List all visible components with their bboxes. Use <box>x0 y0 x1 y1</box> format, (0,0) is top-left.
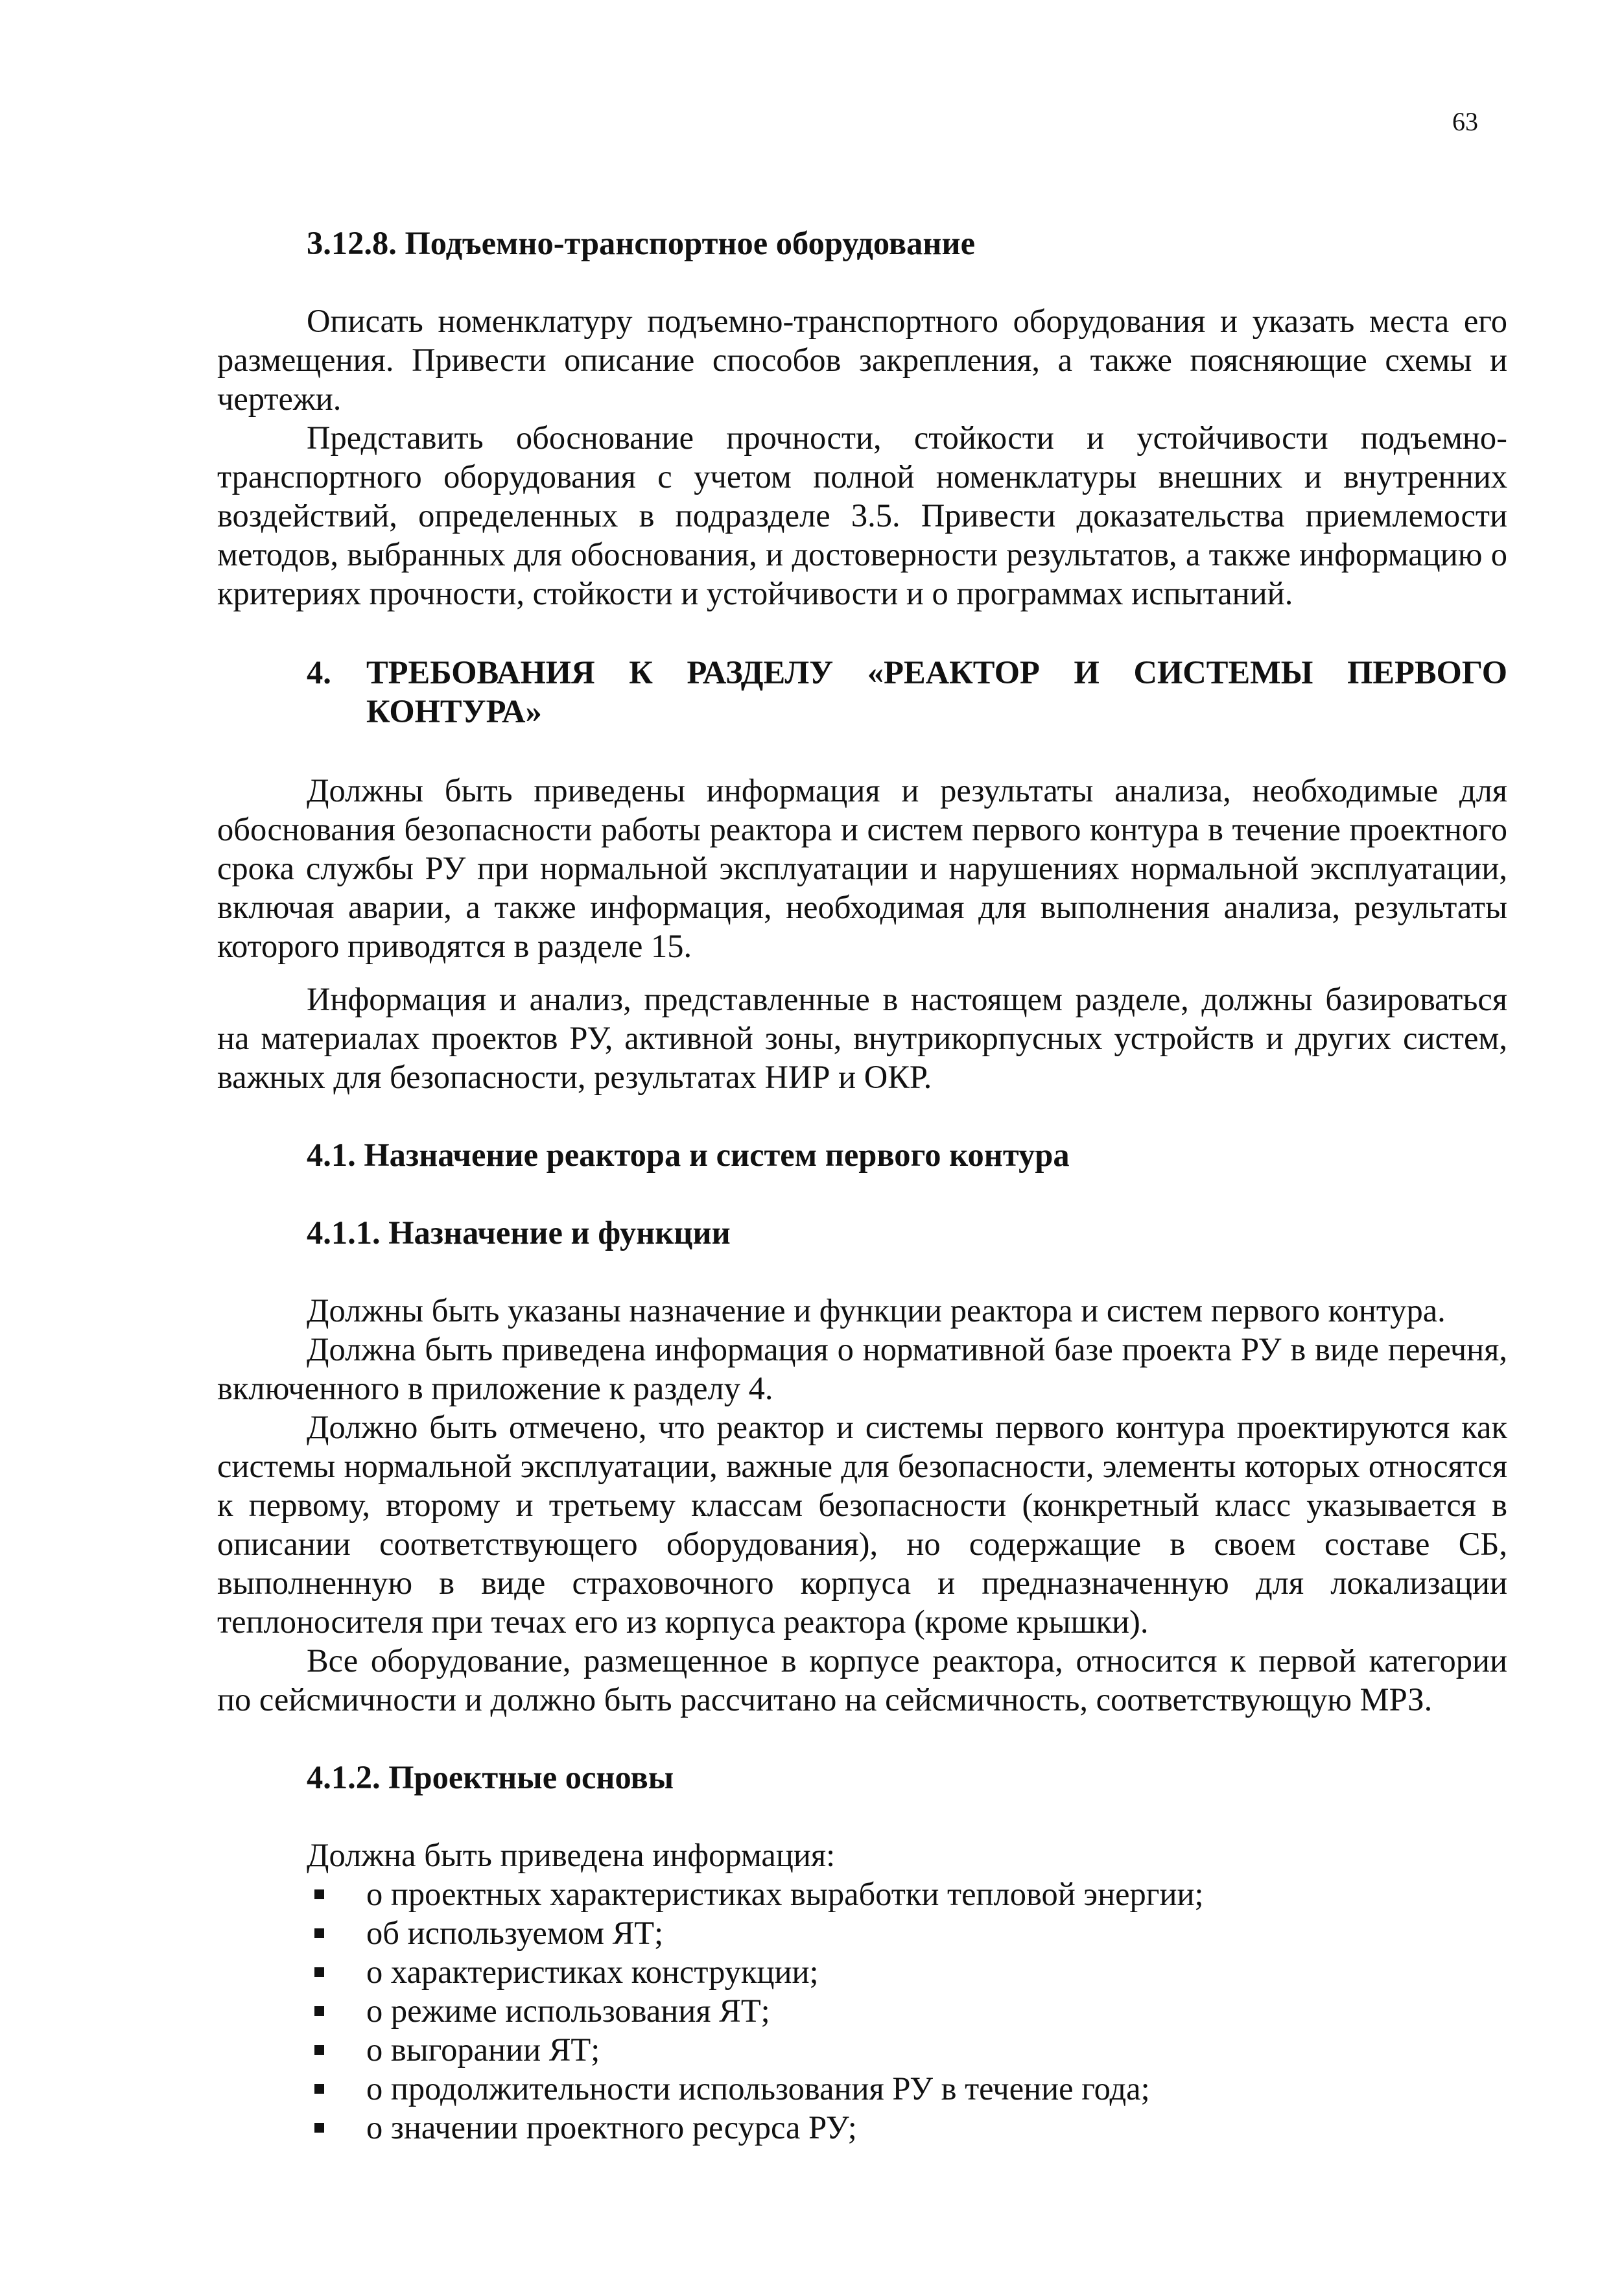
square-bullet-icon <box>314 1967 324 1977</box>
section-3-12-8-heading: 3.12.8. Подъемно-транспортное оборудование <box>307 225 976 261</box>
section-4-1-heading: 4.1. Назначение реактора и систем первого контура <box>307 1137 1070 1173</box>
page-content <box>217 224 1507 2147</box>
bullet-text: об используемом ЯТ; <box>366 1915 664 1951</box>
section-3-12-8-paragraph-2: Представить обоснование прочности, стойкости и устойчивости подъемно-транспортного оборудования с учетом полной номенклатуры внешних и внутренних воздействий, определенных в подразделе 3.5. Привести доказательства приемлемости методов, выбранных для обоснования, и достоверности результатов, а также информацию о критериях прочности, стойкости и устойчивости и о программах испытаний. <box>217 420 1507 611</box>
section-4-1-1-paragraph-4: Все оборудование, размещенное в корпусе реактора, относится к первой категории по сейсмичности и должно быть рассчитано на сейсмичность, соответствующую МРЗ. <box>217 1642 1507 1718</box>
section-4-1-1-paragraph-3: Должно быть отмечено, что реактор и системы первого контура проектируются как системы нормальной эксплуатации, важные для безопасности, элементы которых относятся к первому, второму и третьему классам безопасности (конкретный класс указывается в описании соответствующего оборудования), но содержащие в своем составе СБ, выполненную в виде страховочного корпуса и предназначенную для локализации теплоносителя при течах его из корпуса реактора (кроме крышки). <box>217 1409 1507 1640</box>
section-3-12-8-paragraph-1: Описать номенклатуру подъемно-транспортного оборудования и указать места его размещения. Привести описание способов закрепления, а также поясняющие схемы и чертежи. <box>217 303 1507 417</box>
section-4-1-1-heading: 4.1.1. Назначение и функции <box>307 1214 731 1251</box>
bullet-item <box>217 1952 1507 1991</box>
bullet-text: о продолжительности использования РУ в течение года; <box>366 2070 1150 2107</box>
section-4-paragraph-1: Должны быть приведены информация и результаты анализа, необходимые для обоснования безопасности работы реактора и систем первого контура в течение проектного срока службы РУ при нормальной эксплуатации и нарушениях нормальной эксплуатации, включая аварии, а также информация, необходимая для выполнения анализа, результаты которого приводятся в разделе 15. <box>217 772 1507 964</box>
page-number: 63 <box>1452 107 1478 136</box>
bullet-text: о значении проектного ресурса РУ; <box>366 2109 857 2146</box>
bullet-item <box>217 1875 1507 1913</box>
bullet-text: о проектных характеристиках выработки тепловой энергии; <box>366 1876 1204 1912</box>
section-4-1-1-paragraph-1: Должны быть указаны назначение и функции реактора и систем первого контура. <box>307 1292 1446 1329</box>
bullet-item <box>217 2030 1507 2069</box>
section-4-1-2-heading: 4.1.2. Проектные основы <box>307 1759 674 1795</box>
bullet-text: о характеристиках конструкции; <box>366 1954 819 1990</box>
section-4-1-2-intro: Должна быть приведена информация: <box>307 1837 836 1873</box>
square-bullet-icon <box>314 2045 324 2055</box>
section-4-heading <box>217 653 1507 731</box>
square-bullet-icon <box>314 1928 324 1938</box>
square-bullet-icon <box>314 2006 324 2016</box>
square-bullet-icon <box>314 1889 324 1899</box>
square-bullet-icon <box>314 2123 324 2133</box>
bullet-item <box>217 1913 1507 1952</box>
square-bullet-icon <box>314 2084 324 2094</box>
section-4-1-2-bullet-list <box>217 1875 1507 2147</box>
bullet-item <box>217 1991 1507 2030</box>
bullet-text: о режиме использования ЯТ; <box>366 1993 770 2029</box>
section-4-1-1-paragraph-2: Должна быть приведена информация о нормативной базе проекта РУ в виде перечня, включенного в приложение к разделу 4. <box>217 1331 1507 1406</box>
section-4-number: 4. <box>307 654 331 691</box>
bullet-item <box>217 2108 1507 2147</box>
section-4-paragraph-2: Информация и анализ, представленные в настоящем разделе, должны базироваться на материалах проектов РУ, активной зоны, внутрикорпусных устройств и других систем, важных для безопасности, результатах НИР и ОКР. <box>217 981 1507 1095</box>
section-4-title: ТРЕБОВАНИЯ К РАЗДЕЛУ «РЕАКТОР И СИСТЕМЫ ПЕРВОГО КОНТУРА» <box>366 654 1507 729</box>
bullet-item <box>217 2069 1507 2108</box>
bullet-text: о выгорании ЯТ; <box>366 2031 600 2068</box>
